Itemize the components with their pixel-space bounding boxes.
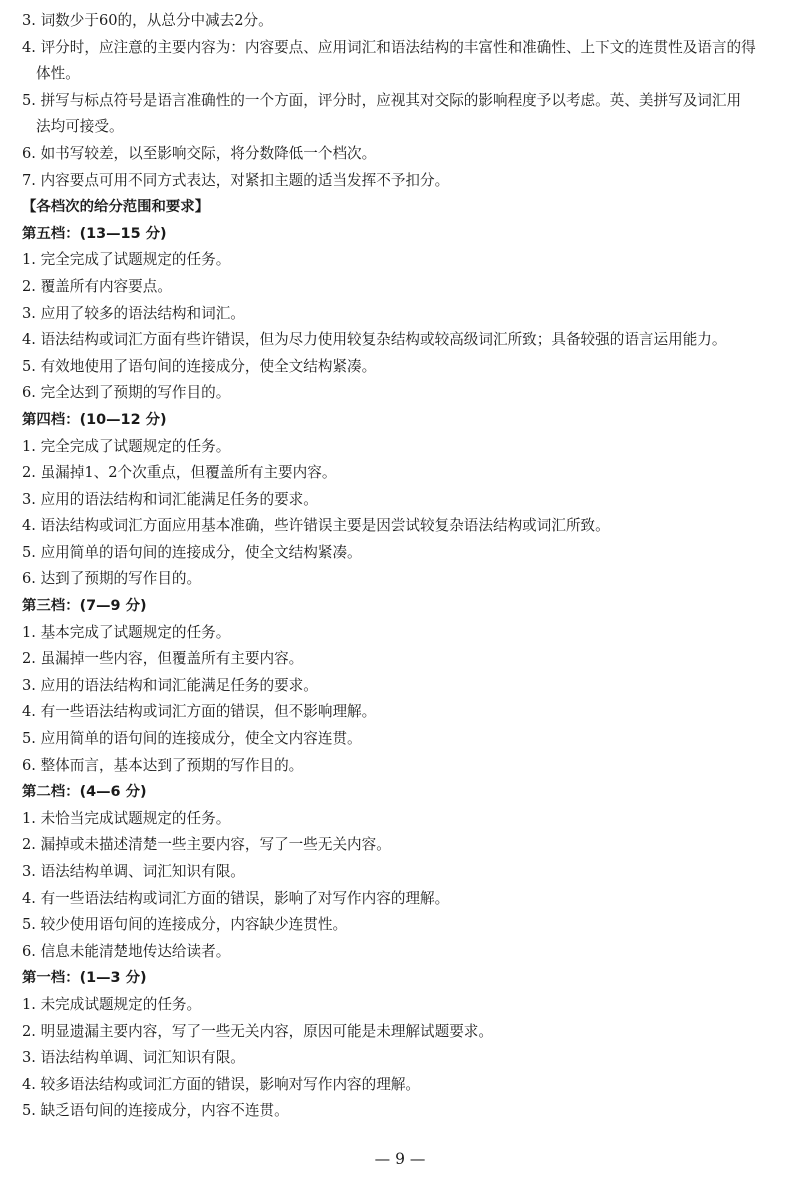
grade-3-block	[22, 593, 784, 779]
criterion-item: 3. 语法结构单调、词汇知识有限。	[22, 1049, 245, 1067]
criterion-item: 2. 明显遗漏主要内容，写了一些无关内容，原因可能是未理解试题要求。	[22, 1022, 493, 1040]
criterion-item: 4. 有一些语法结构或词汇方面的错误，但不影响理解。	[22, 703, 377, 721]
rule-item-line: 5. 拼写与标点符号是语言准确性的一个方面，评分时，应视其对交际的影响程度予以考虑。英、美拼写及词汇用	[22, 91, 742, 109]
grade-5-block	[22, 221, 784, 407]
rule-item: 7. 内容要点可用不同方式表达，对紧扣主题的适当发挥不予扣分。	[22, 171, 450, 189]
criterion-item: 3. 应用的语法结构和词汇能满足任务的要求。	[22, 676, 318, 694]
grade-heading: 第四档：(10—12 分)	[22, 411, 167, 428]
criterion-item: 4. 语法结构或词汇方面应用基本准确，些许错误主要是因尝试较复杂语法结构或词汇所致。	[22, 517, 610, 535]
rule-item	[22, 35, 784, 88]
criterion-item: 6. 完全达到了预期的写作目的。	[22, 384, 231, 402]
criterion-item: 1. 完全完成了试题规定的任务。	[22, 251, 231, 269]
criterion-item: 2. 虽漏掉一些内容，但覆盖所有主要内容。	[22, 650, 304, 668]
grade-heading: 第三档：(7—9 分)	[22, 598, 147, 615]
criterion-item: 1. 未完成试题规定的任务。	[22, 995, 202, 1013]
criterion-item: 1. 完全完成了试题规定的任务。	[22, 437, 231, 455]
criterion-item: 2. 覆盖所有内容要点。	[22, 277, 172, 295]
criterion-item: 5. 应用简单的语句间的连接成分，使全文内容连贯。	[22, 730, 362, 748]
grade-4-block	[22, 407, 784, 593]
grade-2-block	[22, 779, 784, 965]
rule-item	[22, 88, 784, 141]
page-number: — 9 —	[374, 1150, 426, 1168]
criterion-item: 4. 较多语法结构或词汇方面的错误，影响对写作内容的理解。	[22, 1075, 421, 1093]
rule-item-line: 4. 评分时，应注意的主要内容为：内容要点、应用词汇和语法结构的丰富性和准确性、上下文的连贯性及语言的得	[22, 38, 756, 56]
criterion-item: 5. 缺乏语句间的连接成分，内容不连贯。	[22, 1102, 289, 1120]
criterion-item: 4. 有一些语法结构或词汇方面的错误，影响了对写作内容的理解。	[22, 889, 450, 907]
criterion-item: 1. 基本完成了试题规定的任务。	[22, 623, 231, 641]
criterion-item: 1. 未恰当完成试题规定的任务。	[22, 809, 231, 827]
intro-rules	[22, 8, 784, 194]
criterion-item: 3. 应用了较多的语法结构和词汇。	[22, 304, 245, 322]
criterion-item: 5. 有效地使用了语句间的连接成分，使全文结构紧凑。	[22, 357, 377, 375]
criterion-item: 2. 虽漏掉1、2个次重点，但覆盖所有主要内容。	[22, 464, 337, 482]
section-title: 【各档次的给分范围和要求】	[22, 199, 210, 216]
criterion-item: 4. 语法结构或词汇方面有些许错误，但为尽力使用较复杂结构或较高级词汇所致；具备较强的语言运用能力。	[22, 331, 727, 349]
grade-1-block	[22, 965, 784, 1125]
criterion-item: 6. 信息未能清楚地传达给读者。	[22, 942, 231, 960]
grade-heading: 第一档：(1—3 分)	[22, 970, 147, 987]
rule-item: 3. 词数少于60的，从总分中减去2分。	[22, 12, 273, 29]
grade-heading: 第五档：(13—15 分)	[22, 225, 167, 242]
criterion-item: 3. 语法结构单调、词汇知识有限。	[22, 863, 245, 880]
criterion-item: 2. 漏掉或未描述清楚一些主要内容，写了一些无关内容。	[22, 836, 391, 854]
criterion-item: 6. 整体而言，基本达到了预期的写作目的。	[22, 756, 304, 774]
criterion-item: 6. 达到了预期的写作目的。	[22, 570, 202, 588]
criterion-item: 3. 应用的语法结构和词汇能满足任务的要求。	[22, 490, 318, 508]
rule-item-continuation: 体性。	[36, 65, 80, 83]
criterion-item: 5. 应用简单的语句间的连接成分，使全文结构紧凑。	[22, 543, 362, 561]
rule-item-continuation: 法均可接受。	[36, 118, 124, 136]
grade-heading: 第二档：(4—6 分)	[22, 784, 147, 801]
rule-item: 6. 如书写较差，以至影响交际，将分数降低一个档次。	[22, 144, 377, 162]
criterion-item: 5. 较少使用语句间的连接成分，内容缺少连贯性。	[22, 916, 348, 934]
